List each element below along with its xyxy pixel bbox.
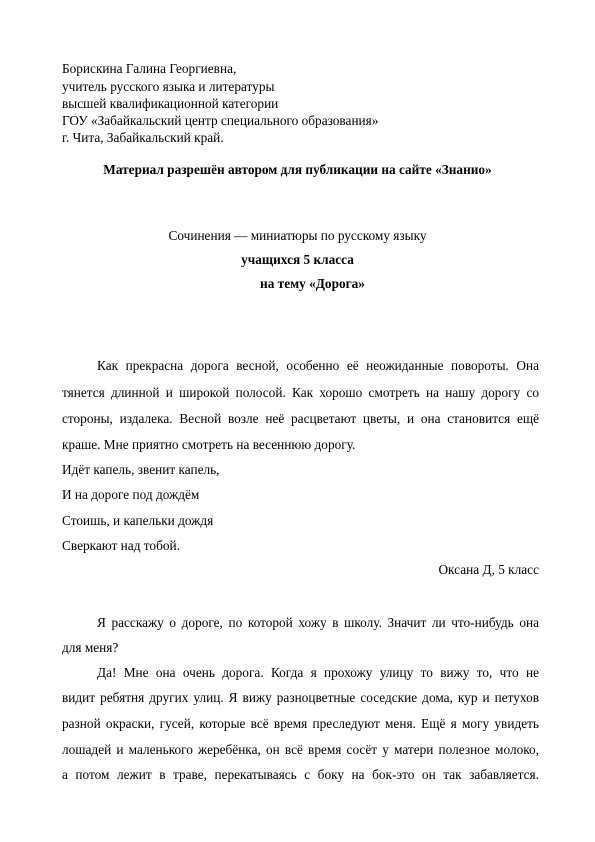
author-position: учитель русского языка и литературы (62, 79, 275, 94)
essay1-signature: Оксана Д, 5 класс (438, 562, 539, 577)
essay2-line-4: видит ребятня других улиц. Я вижу разноцветные соседские дома, кур и петухов (62, 690, 539, 705)
essay1-line-1: Как прекрасна дорога весной, особенно её неожиданные повороты. Она (97, 358, 539, 373)
essay2-line-3: Да! Мне она очень дорога. Когда я прохожу улицу то вижу то, что не (97, 665, 539, 680)
poem-line-4: Сверкают над тобой. (62, 538, 180, 553)
essay1-line-4: краше. Мне приятно смотреть на весеннюю дорогу. (62, 437, 356, 452)
poem-line-2: И на дороге под дождём (62, 487, 200, 502)
essay2-line-6: лошадей и маленького жеребёнка, он всё время сосёт у матери полезное молоко, (62, 742, 539, 757)
essay2-line-1: Я расскажу о дороге, по которой хожу в школу. Значит ли что-нибудь она (97, 615, 539, 630)
essay1-line-3: стороны, издалека. Весной возле неё расцветают цветы, и она становится ещё (62, 411, 539, 426)
title-line-3: на тему «Дорога» (260, 276, 365, 291)
title-line-2: учащихся 5 класса (241, 252, 354, 267)
essay2-line-7: а потом лежит в траве, перекатываясь с боку на бок-это он так забавляется. (62, 767, 539, 782)
essay2-line-2: для меня? (62, 640, 119, 655)
essay1-line-2: тянется длинной и широкой полосой. Как хорошо смотреть на нашу дорогу со (62, 385, 539, 400)
title-line-1: Сочинения — миниатюры по русскому языку (168, 228, 427, 243)
essay2-line-5: разной окраски, гусей, которые всё время преследуют меня. Ещё я могу увидеть (62, 716, 539, 731)
poem-line-1: Идёт капель, звенит капель, (62, 462, 220, 477)
poem-line-3: Стоишь, и капельки дождя (62, 513, 214, 528)
permission-note: Материал разрешён автором для публикации на сайте «Знанио» (103, 162, 492, 177)
author-city: г. Чита, Забайкальский край. (62, 130, 224, 145)
author-organization: ГОУ «Забайкальский центр специального образования» (62, 113, 379, 128)
author-category: высшей квалификационной категории (62, 96, 279, 111)
author-name: Борискина Галина Георгиевна, (62, 61, 237, 76)
